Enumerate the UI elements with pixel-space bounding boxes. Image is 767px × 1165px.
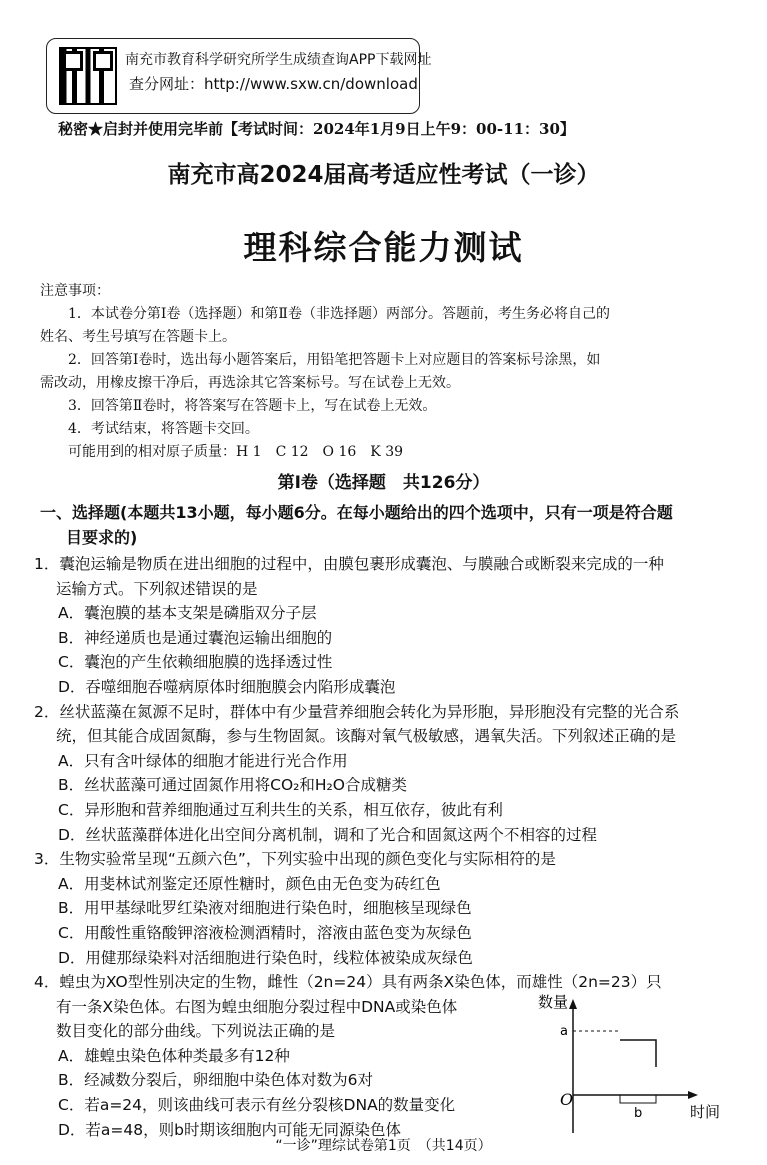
- section-heading-line1: 一、选择题(本题共13小题，每小题6分。在每小题给出的四个选项中，只有一项是符合题: [40, 503, 673, 522]
- notice-heading: 注意事项：: [40, 283, 110, 299]
- question-2-stem-cont: 统，但其能合成固氮酶，参与生物固氮。该酶对氧气极敏感，遇氧失活。下列叙述正确的是: [56, 727, 677, 746]
- graph-y-arrow-icon: [569, 999, 577, 1009]
- question-1-option-b: B．神经递质也是通过囊泡运输出细胞的: [58, 628, 333, 647]
- graph-origin-label: O: [560, 1090, 574, 1109]
- notice-item: 3．回答第Ⅱ卷时，将答案写在答题卡上，写在试卷上无效。: [68, 398, 437, 414]
- page-footer: “一诊”理综试卷第1页 （共14页）: [275, 1138, 492, 1154]
- question-4-stem-cont2: 数目变化的部分曲线。下列说法正确的是: [56, 1022, 336, 1041]
- question-4-option-c: C．若a=24，则该曲线可表示有丝分裂核DNA的数量变化: [58, 1096, 456, 1115]
- question-4-graph: [528, 985, 758, 1145]
- question-4-stem-cont: 有一条X染色体。右图为蝗虫细胞分裂过程中DNA或染色体: [56, 997, 458, 1016]
- exam-subject-title: 理科综合能力测试: [243, 228, 524, 267]
- notice-item: 1．本试卷分第Ⅰ卷（选择题）和第Ⅱ卷（非选择题）两部分。答题前，考生务必将自己的: [68, 306, 610, 322]
- notice-item: 姓名、考生号填写在答题卡上。: [40, 329, 236, 345]
- question-2-option-c: C．异形胞和营养细胞通过互利共生的关系，相互依存，彼此有利: [58, 800, 503, 819]
- question-1-option-c: C．囊泡的产生依赖细胞膜的选择透过性: [58, 653, 333, 672]
- qr-box-line2: 查分网址：http://www.sxw.cn/download: [129, 75, 418, 93]
- section-heading: [40, 500, 730, 550]
- question-3-stem: 3．生物实验常呈现“五颜六色”，下列实验中出现的颜色变化与实际相符的是: [34, 850, 556, 869]
- secret-exam-time: 秘密★启封并使用完毕前【考试时间：2024年1月9日上午9：00-11：30】: [58, 120, 575, 138]
- question-1-stem: 1．囊泡运输是物质在进出细胞的过程中，由膜包裹形成囊泡、与膜融合或断裂来完成的一种: [34, 555, 664, 573]
- qr-box-line1: 南充市教育科学研究所学生成绩查询APP下载网址: [125, 52, 432, 68]
- graph-b-label: b: [634, 1106, 643, 1121]
- question-4-option-b: B．经减数分裂后，卵细胞中染色体对数为6对: [58, 1071, 373, 1090]
- graph-x-arrow-icon: [688, 1091, 698, 1099]
- question-4-stem: 4．蝗虫为XO型性别决定的生物，雌性（2n=24）具有两条X染色体，而雄性（2n=23）只: [34, 973, 662, 992]
- atomic-mass-line: 可能用到的相对原子质量：H 1 C 12 O 16 K 39: [68, 444, 404, 460]
- question-2-option-b: B．丝状蓝藻可通过固氮作用将CO₂和H₂O合成糖类: [58, 776, 407, 795]
- qr-info-box: [46, 38, 432, 114]
- section-heading-line2: 目要求的): [66, 528, 138, 547]
- question-2-stem: 2．丝状蓝藻在氮源不足时，群体中有少量营养细胞会转化为异形胞，异形胞没有完整的光合系: [34, 702, 680, 721]
- graph-a-label: a: [560, 1024, 568, 1039]
- question-1-stem-cont: 运输方式。下列叙述错误的是: [56, 579, 258, 598]
- notice-item: 2．回答第Ⅰ卷时，选出每小题答案后，用铅笔把答题卡上对应题目的答案标号涂黑，如: [68, 352, 601, 368]
- part-title: 第Ⅰ卷（选择题 共126分）: [277, 473, 490, 493]
- graph-curve: [620, 1040, 656, 1067]
- question-4-option-a: A．雄蝗虫染色体种类最多有12种: [58, 1046, 290, 1065]
- question-4-option-d: D．若a=48，则b时期该细胞内可能无同源染色体: [58, 1120, 401, 1139]
- exam-title: 南充市高2024届高考适应性考试（一诊）: [167, 162, 600, 188]
- question-3-option-b: B．用甲基绿吡罗红染液对细胞进行染色时，细胞核呈现绿色: [58, 899, 472, 918]
- qr-code-icon: [59, 47, 117, 105]
- question-1-option-a: A．囊泡膜的基本支架是磷脂双分子层: [58, 604, 317, 623]
- graph-b-bracket: [620, 1095, 656, 1103]
- graph-y-label: 数量: [538, 993, 569, 1011]
- question-1-option-d: D．吞噬细胞吞噬病原体时细胞膜会内陷形成囊泡: [58, 677, 396, 696]
- graph-x-label: 时间: [690, 1103, 721, 1121]
- question-2-option-a: A．只有含叶绿体的细胞才能进行光合作用: [58, 751, 348, 770]
- question-3-option-c: C．用酸性重铬酸钾溶液检测酒精时，溶液由蓝色变为灰绿色: [58, 923, 472, 942]
- question-3-option-a: A．用斐林试剂鉴定还原性糖时，颜色由无色变为砖红色: [58, 874, 441, 893]
- question-3-option-d: D．用健那绿染料对活细胞进行染色时，线粒体被染成灰绿色: [58, 948, 473, 967]
- notice-section: [40, 280, 730, 464]
- notice-item: 需改动，用橡皮擦干净后，再选涂其它答案标号。写在试卷上无效。: [40, 375, 460, 391]
- notice-item: 4．考试结束，将答题卡交回。: [68, 421, 259, 437]
- question-2-option-d: D．丝状蓝藻群体进化出空间分离机制，调和了光合和固氮这两个不相容的过程: [58, 825, 597, 844]
